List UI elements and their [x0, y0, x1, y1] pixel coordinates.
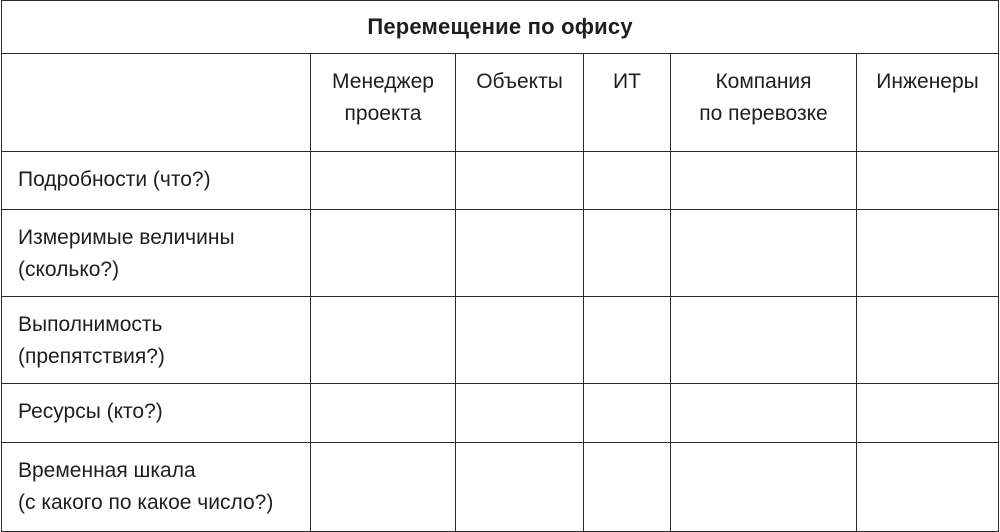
table-cell: [857, 297, 999, 384]
corner-cell: [2, 54, 311, 152]
table-row: [2, 152, 999, 210]
table-cell: [584, 210, 671, 297]
row-label-line: Измеримые величины: [18, 226, 235, 249]
table-cell: [857, 152, 999, 210]
column-header-line: Инженеры: [876, 70, 979, 93]
table-cell: [456, 443, 584, 532]
table-cell: [671, 152, 857, 210]
row-label-line: (с какого по какое число?): [18, 491, 274, 514]
table-title: Перемещение по офису: [2, 1, 999, 54]
table-row: [2, 297, 999, 384]
table-cell: [584, 443, 671, 532]
table-cell: [311, 384, 456, 443]
table-cell: [311, 210, 456, 297]
table-cell: [311, 297, 456, 384]
table-cell: [671, 443, 857, 532]
column-header-facilities: [456, 54, 584, 152]
table-cell: [584, 384, 671, 443]
table-cell: [311, 443, 456, 532]
column-header-line: Компания: [715, 70, 812, 93]
table-cell: [456, 152, 584, 210]
header-row: [2, 54, 999, 152]
table-row: [2, 210, 999, 297]
row-label-details: [2, 152, 311, 210]
row-label-line: Временная шкала: [18, 459, 196, 482]
table-cell: [584, 152, 671, 210]
table-cell: [671, 297, 857, 384]
table-cell: [456, 297, 584, 384]
column-header-line: ИТ: [613, 70, 641, 93]
table-cell: [311, 152, 456, 210]
row-label-line: Ресурсы (кто?): [18, 400, 163, 423]
row-label-measurable: [2, 210, 311, 297]
column-header-line: Менеджер: [332, 70, 434, 93]
table-cell: [857, 210, 999, 297]
table-cell: [857, 443, 999, 532]
table-cell: [456, 210, 584, 297]
row-label-line: Выполнимость: [18, 313, 163, 336]
column-header-engineers: [857, 54, 999, 152]
column-header-it: [584, 54, 671, 152]
row-label-line: Подробности (что?): [18, 168, 211, 191]
row-label-line: (препятствия?): [18, 345, 165, 368]
table-cell: [671, 384, 857, 443]
column-header-line: по перевозке: [699, 102, 828, 125]
table-cell: [584, 297, 671, 384]
column-header-moving-company: [671, 54, 857, 152]
row-label-line: (сколько?): [18, 258, 120, 281]
table-cell: [857, 384, 999, 443]
table-row: [2, 443, 999, 532]
column-header-line: Объекты: [476, 70, 563, 93]
office-move-table: [1, 0, 999, 532]
row-label-feasibility: [2, 297, 311, 384]
row-label-timeline: [2, 443, 311, 532]
table-row: [2, 384, 999, 443]
table-cell: [456, 384, 584, 443]
row-label-resources: [2, 384, 311, 443]
column-header-project-manager: [311, 54, 456, 152]
table-cell: [671, 210, 857, 297]
column-header-line: проекта: [344, 102, 422, 125]
